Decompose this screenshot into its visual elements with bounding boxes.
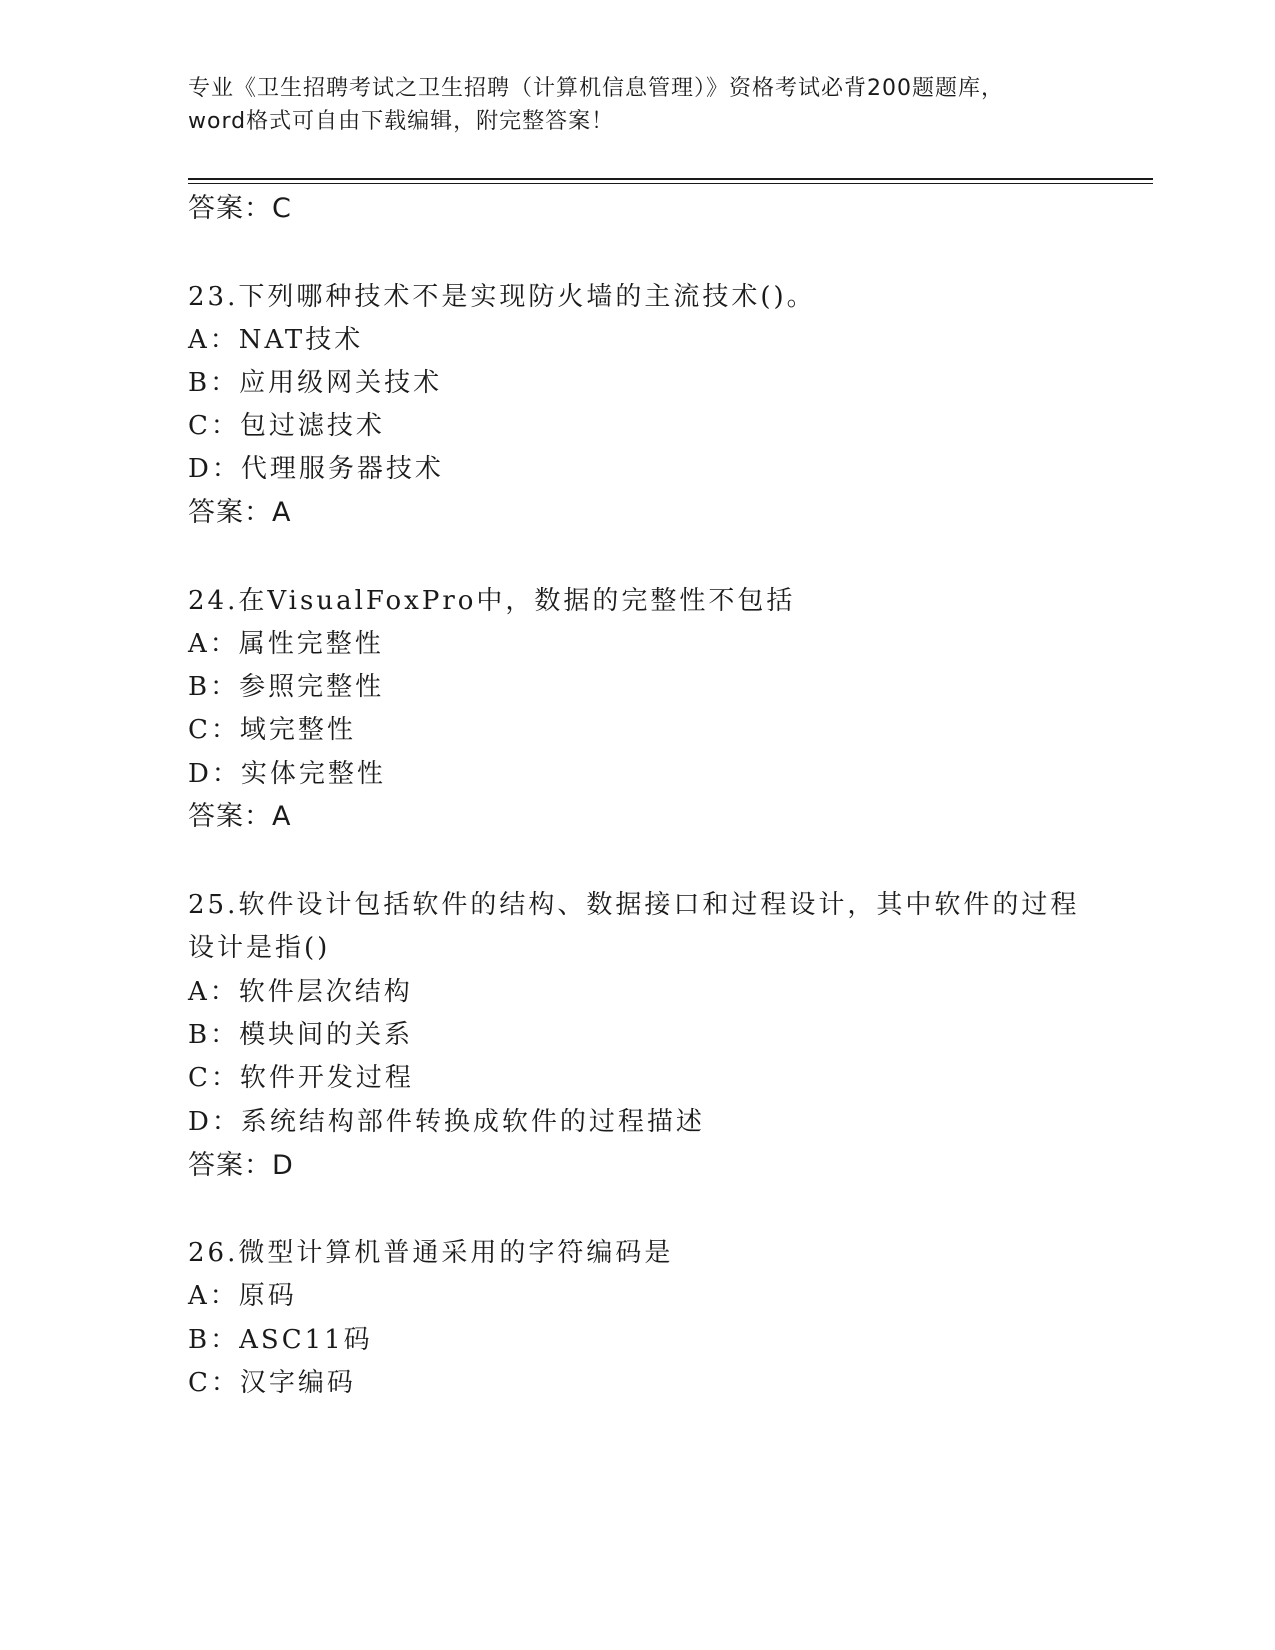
question-25-option-d: D：系统结构部件转换成软件的过程描述 <box>188 1107 705 1137</box>
question-26-option-c: C：汉字编码 <box>188 1368 356 1398</box>
question-25-option-b: B：模块间的关系 <box>188 1020 414 1050</box>
question-26-option-b: B：ASC11码 <box>188 1325 373 1355</box>
question-23-option-c: C：包过滤技术 <box>188 411 385 441</box>
question-25-answer: 答案：D <box>188 1150 294 1181</box>
question-24-option-c: C：域完整性 <box>188 715 356 745</box>
question-24-option-b: B：参照完整性 <box>188 672 385 702</box>
question-23-stem: 23.下列哪种技术不是实现防火墙的主流技术()。 <box>188 282 816 312</box>
question-24-option-d: D：实体完整性 <box>188 759 386 789</box>
question-25-option-c: C：软件开发过程 <box>188 1063 414 1093</box>
question-24-stem: 24.在VisualFoxPro中，数据的完整性不包括 <box>188 586 796 616</box>
question-25-stem: 25.软件设计包括软件的结构、数据接口和过程设计，其中软件的过程 <box>188 890 1080 920</box>
question-25-stem-continued: 设计是指() <box>188 933 331 963</box>
page-header <box>188 72 1088 138</box>
question-23-option-d: D：代理服务器技术 <box>188 454 444 484</box>
question-23-option-a: A：NAT技术 <box>188 325 364 355</box>
question-24-option-a: A：属性完整性 <box>188 629 384 659</box>
question-23-answer: 答案：A <box>188 497 292 528</box>
question-23-option-b: B：应用级网关技术 <box>188 368 443 398</box>
header-line-2: word格式可自由下载编辑，附完整答案！ <box>188 109 615 134</box>
header-divider <box>188 178 1153 184</box>
question-26-option-a: A：原码 <box>188 1281 297 1311</box>
question-26-stem: 26.微型计算机普通采用的字符编码是 <box>188 1238 674 1268</box>
header-line-1: 专业《卫生招聘考试之卫生招聘（计算机信息管理）》资格考试必背200题题库， <box>188 76 1004 101</box>
question-24-answer: 答案：A <box>188 801 292 832</box>
question-25-option-a: A：软件层次结构 <box>188 977 413 1007</box>
previous-answer: 答案：C <box>188 193 292 224</box>
